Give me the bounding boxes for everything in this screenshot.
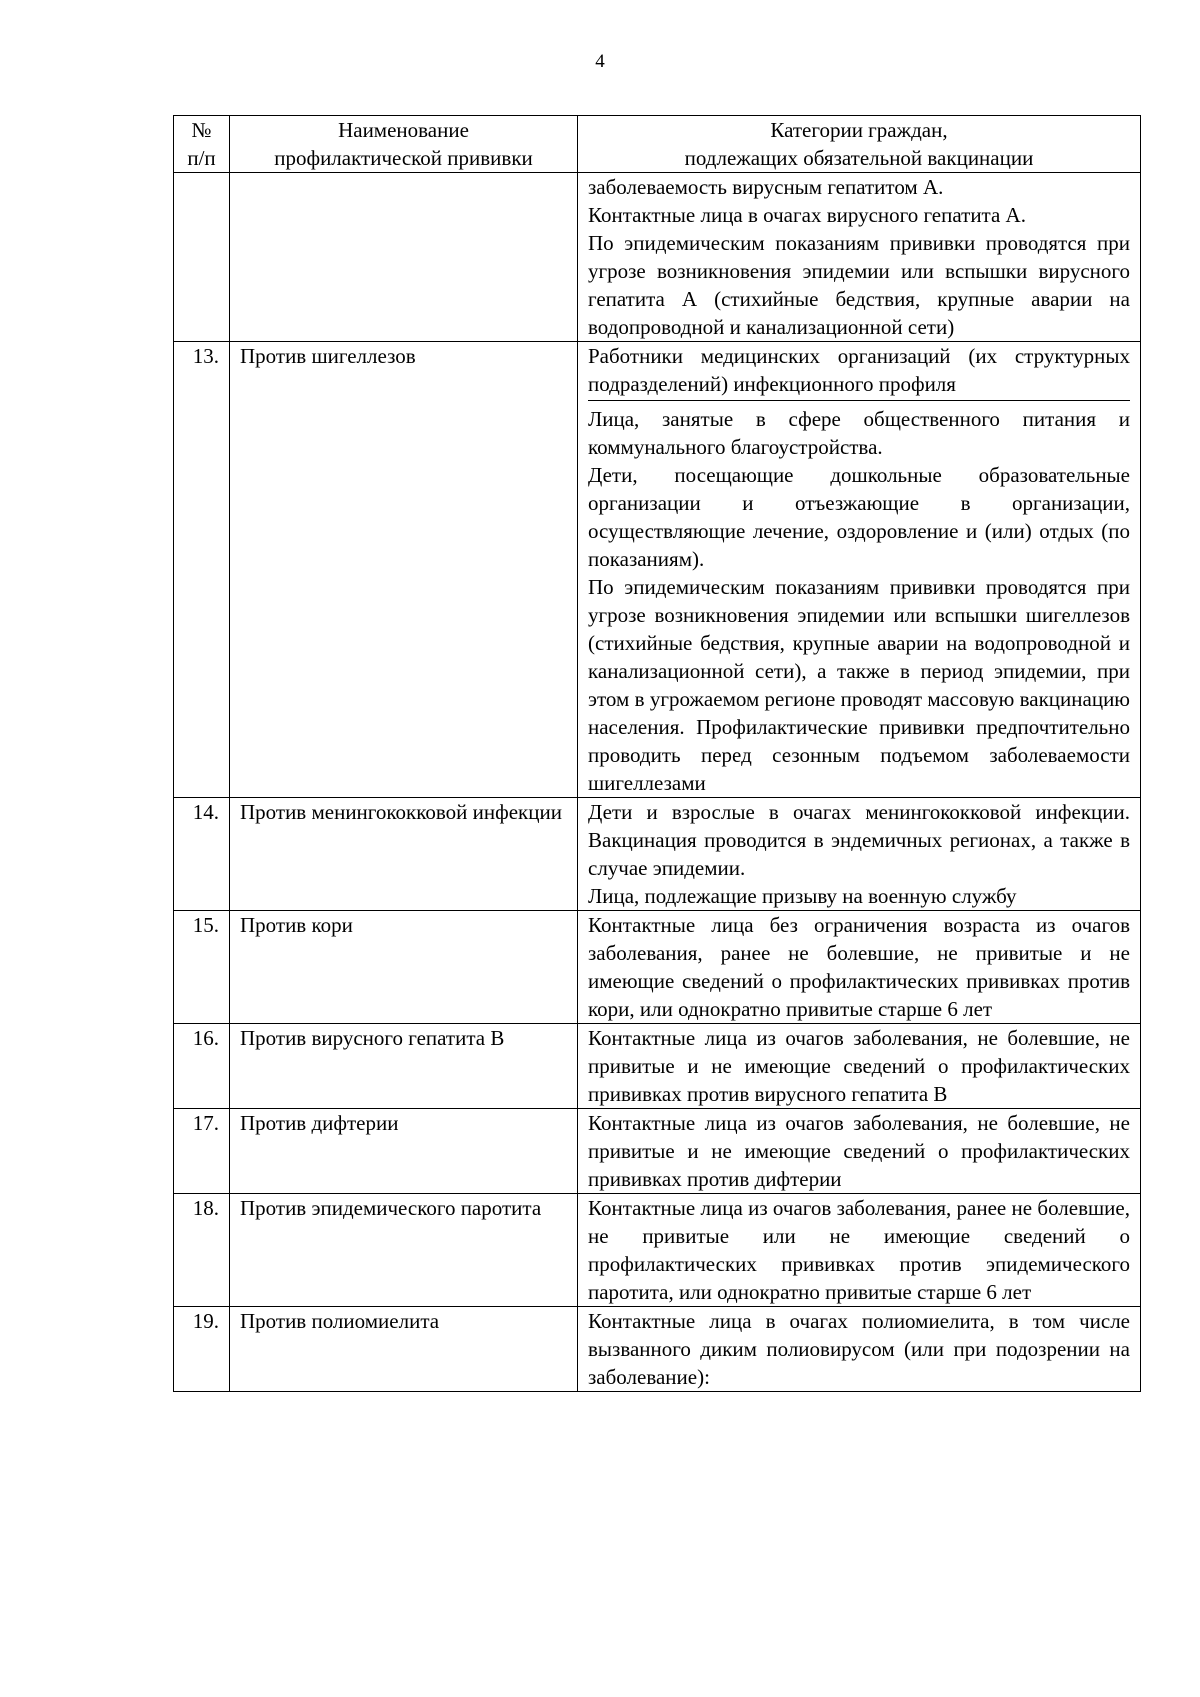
table-row [174,1024,1141,1109]
row-num: 19. [174,1307,230,1392]
row-categories [578,1109,1141,1194]
row-vaccine-name [230,173,578,342]
header-name [230,116,578,173]
category-paragraph: Лица, подлежащие призыву на военную службу [588,884,1017,908]
page-number: 4 [595,51,605,72]
category-paragraph: Контактные лица из очагов заболевания, не болевшие, не привитые и не имеющие сведений о профилактических прививках против дифтерии [588,1111,1130,1191]
table-row [174,1307,1141,1392]
category-subsection [588,400,1130,797]
row-categories [578,1307,1141,1392]
row-num: 18. [174,1194,230,1307]
table-row [174,1109,1141,1194]
row-vaccine-name: Против вирусного гепатита В [230,1024,578,1109]
row-num [174,173,230,342]
table-row [174,911,1141,1024]
category-paragraph: Контактные лица без ограничения возраста из очагов заболевания, ранее не болевшие, не привитые и не имеющие сведений о профилактических прививках против кори, или однократно привитые старше 6 лет [588,913,1130,1021]
row-categories [578,342,1141,798]
category-paragraph: Дети, посещающие дошкольные образовательные организации и отъезжающие в организации, осуществляющие лечение, оздоровление и (или) отдых (по показаниям). [588,463,1130,571]
category-paragraph: По эпидемическим показаниям прививки проводятся при угрозе возникновения эпидемии или вспышки шигеллезов (стихийные бедствия, крупные аварии на водопроводной и канализационной сети), а также в период эпидемии, при этом в угрожаемом регионе проводят массовую вакцинацию населения. Профилактические прививки предпочтительно проводить перед сезонным подъемом заболеваемости шигеллезами [588,575,1130,795]
category-paragraph: Работники медицинских организаций (их структурных подразделений) инфекционного профиля [588,344,1130,396]
table-header-row [174,116,1141,173]
category-paragraph: По эпидемическим показаниям прививки проводятся при угрозе возникновения эпидемии или вспышки вирусного гепатита А (стихийные бедствия, крупные аварии на водопроводной и канализационной сети) [588,231,1130,339]
row-vaccine-name: Против полиомиелита [230,1307,578,1392]
category-paragraph: Контактные лица из очагов заболевания, не болевшие, не привитые и не имеющие сведений о профилактических прививках против вирусного гепатита В [588,1026,1130,1106]
category-paragraph: заболеваемость вирусным гепатитом А. [588,175,944,199]
header-num [174,116,230,173]
row-categories [578,911,1141,1024]
table-row [174,173,1141,342]
header-categories [578,116,1141,173]
category-paragraph: Контактные лица из очагов заболевания, ранее не болевшие, не привитые или не имеющие сведений о профилактических прививках против эпидемического паротита, или однократно привитые старше 6 лет [588,1196,1130,1304]
header-cat-line1: Категории граждан, [770,118,948,142]
category-paragraph: Дети и взрослые в очагах менингококковой инфекции. Вакцинация проводится в эндемичных регионах, а также в случае эпидемии. [588,800,1130,880]
row-vaccine-name: Против эпидемического паротита [230,1194,578,1307]
row-categories [578,798,1141,911]
row-num: 16. [174,1024,230,1109]
row-categories [578,1194,1141,1307]
header-cat-line2: подлежащих обязательной вакцинации [684,146,1034,170]
row-num: 15. [174,911,230,1024]
header-num-line1: № [191,118,212,142]
table-row [174,798,1141,911]
row-vaccine-name: Против шигеллезов [230,342,578,798]
row-vaccine-name: Против менингококковой инфекции [230,798,578,911]
category-paragraph: Контактные лица в очагах полиомиелита, в том числе вызванного диким полиовирусом (или при подозрении на заболевание): [588,1309,1130,1389]
row-vaccine-name: Против дифтерии [230,1109,578,1194]
row-categories [578,1024,1141,1109]
category-paragraph: Контактные лица в очагах вирусного гепатита А. [588,203,1026,227]
header-name-line1: Наименование [338,118,469,142]
header-num-line2: п/п [187,146,216,170]
table-row [174,1194,1141,1307]
row-num: 13. [174,342,230,798]
table-row [174,342,1141,798]
row-categories [578,173,1141,342]
row-num: 17. [174,1109,230,1194]
vaccination-table [173,115,1141,1392]
row-vaccine-name: Против кори [230,911,578,1024]
header-name-line2: профилактической прививки [274,146,533,170]
category-paragraph: Лица, занятые в сфере общественного питания и коммунального благоустройства. [588,407,1130,459]
row-num: 14. [174,798,230,911]
